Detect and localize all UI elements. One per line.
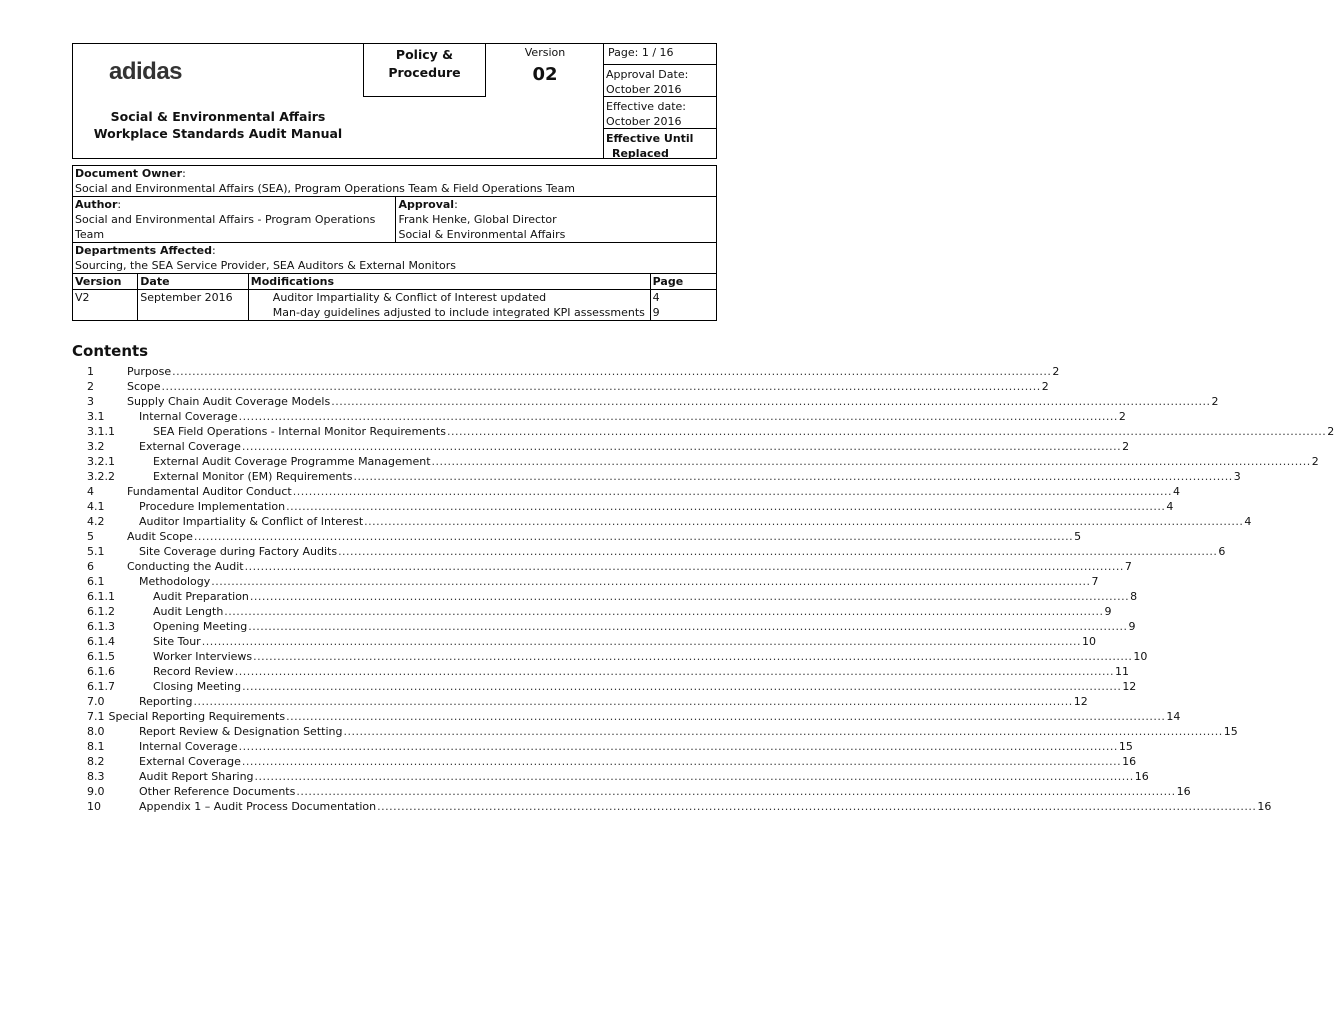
toc-leader-dots: ............................................................................................................................................................................................................................ — [286, 500, 1166, 513]
toc-title: Scope — [127, 380, 161, 393]
toc-page-number: 7 — [1091, 575, 1099, 588]
toc-number: 6 — [87, 560, 94, 573]
toc-page-number: 2 — [1211, 395, 1219, 408]
toc-page-number: 2 — [1311, 455, 1319, 468]
toc-leader-dots: ............................................................................................................................................................................................................................ — [248, 620, 1128, 633]
toc-title: Fundamental Auditor Conduct — [127, 485, 292, 498]
toc-title: Report Review & Designation Setting — [139, 725, 343, 738]
policy-procedure-cell: Policy & Procedure — [363, 44, 485, 97]
toc-title: External Audit Coverage Programme Management — [153, 455, 431, 468]
toc-title: Internal Coverage — [139, 740, 238, 753]
toc-entry[interactable] — [72, 544, 1226, 559]
mod-description: Auditor Impartiality & Conflict of Interest updated Man-day guidelines adjusted to include integrated KPI assessments — [248, 290, 650, 321]
toc-entry[interactable] — [72, 619, 1136, 634]
col-version: Version — [73, 274, 138, 290]
toc-page-number: 16 — [1134, 770, 1149, 783]
toc-leader-dots: ............................................................................................................................................................................................................................ — [377, 800, 1257, 813]
version-number: 02 — [532, 64, 558, 85]
toc-number: 10 — [87, 800, 101, 813]
toc-leader-dots: ............................................................................................................................................................................................................................ — [343, 725, 1223, 738]
toc-title: Record Review — [153, 665, 234, 678]
toc-page-number: 4 — [1173, 485, 1180, 498]
toc-number: 3.1.1 — [87, 425, 115, 438]
toc-number: 6.1.7 — [87, 680, 115, 693]
toc-entry[interactable] — [72, 724, 1238, 739]
toc-title: Appendix 1 – Audit Process Documentation — [139, 800, 377, 813]
toc-title: Audit Preparation — [153, 590, 249, 603]
toc-page-number: 16 — [1176, 785, 1191, 798]
toc-title: Supply Chain Audit Coverage Models — [127, 395, 331, 408]
toc-page-number: 2 — [1327, 425, 1334, 438]
dates-column — [603, 44, 717, 158]
toc-page-number: 10 — [1133, 650, 1148, 663]
table-of-contents — [72, 364, 1334, 814]
toc-title: Other Reference Documents — [139, 785, 296, 798]
owner-value: Social and Environmental Affairs (SEA), Program Operations Team & Field Operations Team — [75, 182, 575, 195]
approval-date: Approval Date: October 2016 — [604, 65, 717, 97]
toc-leader-dots: ............................................................................................................................................................................................................................ — [238, 740, 1118, 753]
toc-page-number: 16 — [1257, 800, 1272, 813]
toc-leader-dots: ............................................................................................................................................................................................................................ — [331, 395, 1211, 408]
toc-number: 2 — [87, 380, 94, 393]
mod-version: V2 — [73, 290, 138, 321]
departments-row: Departments Affected: Sourcing, the SEA Service Provider, SEA Auditors & External Monitors — [73, 243, 717, 274]
version-cell — [485, 44, 604, 97]
toc-page-number: 15 — [1223, 725, 1238, 738]
toc-title: External Monitor (EM) Requirements — [153, 470, 353, 483]
toc-leader-dots: ............................................................................................................................................................................................................................ — [353, 470, 1233, 483]
toc-title: Worker Interviews — [153, 650, 253, 663]
document-page — [72, 43, 1334, 814]
toc-leader-dots: ............................................................................................................................................................................................................................ — [193, 695, 1073, 708]
document-header — [72, 43, 717, 159]
author-label: Author — [75, 198, 118, 211]
toc-title: Methodology — [139, 575, 211, 588]
toc-entry[interactable] — [72, 799, 1272, 814]
toc-number: 8.2 — [87, 755, 105, 768]
toc-number: 4 — [87, 485, 94, 498]
toc-leader-dots: ............................................................................................................................................................................................................................ — [201, 635, 1081, 648]
toc-number: 6.1.2 — [87, 605, 115, 618]
toc-entry[interactable] — [72, 499, 1174, 514]
toc-leader-dots: ............................................................................................................................................................................................................................ — [338, 545, 1218, 558]
toc-leader-dots: ............................................................................................................................................................................................................................ — [193, 530, 1074, 543]
toc-page-number: 3 — [1233, 470, 1241, 483]
mod-date: September 2016 — [138, 290, 249, 321]
toc-entry[interactable] — [72, 739, 1133, 754]
toc-page-number: 7 — [1124, 560, 1132, 573]
document-title: Social & Environmental Affairs Workplace Standards Audit Manual — [93, 109, 343, 141]
toc-title: Audit Report Sharing — [139, 770, 254, 783]
toc-number: 3.2.2 — [87, 470, 115, 483]
toc-title: Audit Length — [153, 605, 224, 618]
toc-number: 3.1 — [87, 410, 105, 423]
toc-leader-dots: ............................................................................................................................................................................................................................ — [249, 590, 1130, 603]
toc-entry[interactable] — [72, 364, 1060, 379]
toc-leader-dots: ............................................................................................................................................................................................................................ — [292, 485, 1172, 498]
toc-title: Conducting the Audit — [127, 560, 244, 573]
toc-entry[interactable] — [72, 649, 1148, 664]
toc-number: 9.0 — [87, 785, 105, 798]
mod-page: 4 9 — [650, 290, 716, 321]
toc-leader-dots: ............................................................................................................................................................................................................................ — [161, 380, 1041, 393]
toc-title: External Coverage — [139, 755, 241, 768]
toc-leader-dots: ............................................................................................................................................................................................................................ — [211, 575, 1091, 588]
toc-page-number: 11 — [1115, 665, 1129, 678]
toc-entry[interactable] — [72, 529, 1082, 544]
toc-number: 5 — [87, 530, 94, 543]
toc-number: 6.1.1 — [87, 590, 115, 603]
toc-number: 6.1 — [87, 575, 105, 588]
toc-title: Internal Coverage — [139, 410, 238, 423]
toc-entry[interactable] — [72, 424, 1334, 439]
departments-label: Departments Affected — [75, 244, 212, 257]
toc-entry[interactable] — [72, 679, 1137, 694]
toc-page-number: 10 — [1081, 635, 1096, 648]
toc-entry[interactable] — [72, 604, 1112, 619]
toc-page-number: 16 — [1122, 755, 1137, 768]
version-label: Version — [524, 46, 566, 59]
document-info-table — [72, 165, 717, 321]
toc-title: SEA Field Operations - Internal Monitor Requirements — [153, 425, 446, 438]
toc-leader-dots: ............................................................................................................................................................................................................................ — [244, 560, 1124, 573]
toc-number: 7.0 — [87, 695, 105, 708]
toc-leader-dots: ............................................................................................................................................................................................................................ — [296, 785, 1176, 798]
toc-leader-dots: ............................................................................................................................................................................................................................ — [364, 515, 1244, 528]
toc-entry[interactable] — [72, 454, 1319, 469]
toc-entry[interactable] — [72, 409, 1126, 424]
toc-page-number: 12 — [1073, 695, 1088, 708]
toc-leader-dots: ............................................................................................................................................................................................................................ — [224, 605, 1104, 618]
author-approval-row: Author: Social and Environmental Affairs - Program Operations Team Approval: Frank Henke, Global Director Social & Environmental Affairs — [73, 197, 717, 243]
col-modifications: Modifications — [248, 274, 650, 290]
departments-value: Sourcing, the SEA Service Provider, SEA Auditors & External Monitors — [75, 259, 456, 272]
toc-leader-dots: ............................................................................................................................................................................................................................ — [241, 755, 1122, 768]
toc-title: Site Tour — [153, 635, 201, 648]
toc-title: Procedure Implementation — [139, 500, 286, 513]
toc-number: 4.1 — [87, 500, 105, 513]
toc-entry[interactable] — [72, 694, 1088, 709]
toc-title: Site Coverage during Factory Audits — [139, 545, 338, 558]
toc-leader-dots: ............................................................................................................................................................................................................................ — [446, 425, 1327, 438]
toc-entry[interactable] — [72, 484, 1180, 499]
toc-leader-dots: ............................................................................................................................................................................................................................ — [234, 665, 1114, 678]
toc-page-number: 12 — [1122, 680, 1137, 693]
owner-label: Document Owner — [75, 167, 183, 180]
toc-number: 7.1 — [87, 710, 105, 723]
toc-title: Closing Meeting — [153, 680, 242, 693]
approval-line2: Social & Environmental Affairs — [398, 228, 566, 241]
toc-leader-dots: ............................................................................................................................................................................................................................ — [286, 710, 1166, 723]
toc-number: 8.3 — [87, 770, 105, 783]
toc-leader-dots: ............................................................................................................................................................................................................................ — [431, 455, 1311, 468]
toc-entry[interactable] — [72, 514, 1252, 529]
author-value: Social and Environmental Affairs - Program Operations Team — [75, 213, 376, 241]
toc-page-number: 9 — [1128, 620, 1136, 633]
toc-leader-dots: ............................................................................................................................................................................................................................ — [238, 410, 1118, 423]
toc-entry[interactable] — [72, 664, 1129, 679]
modifications-header-row — [73, 274, 717, 290]
toc-entry[interactable] — [72, 379, 1049, 394]
adidas-logo: adidas — [109, 58, 183, 85]
effective-until: Effective Until Replaced — [606, 132, 694, 160]
toc-number: 4.2 — [87, 515, 105, 528]
effective-date: Effective date: October 2016 — [604, 97, 717, 129]
toc-entry[interactable] — [72, 754, 1137, 769]
toc-leader-dots: ............................................................................................................................................................................................................................ — [172, 365, 1052, 378]
owner-row: Document Owner: Social and Environmental Affairs (SEA), Program Operations Team & Field Operations Team — [73, 166, 717, 197]
toc-number: 3.2 — [87, 440, 105, 453]
approval-line1: Frank Henke, Global Director — [398, 213, 557, 226]
toc-page-number: 5 — [1074, 530, 1082, 543]
col-page: Page — [650, 274, 716, 290]
toc-page-number: 2 — [1118, 410, 1126, 423]
toc-title: Purpose — [127, 365, 172, 378]
toc-number: 3.2.1 — [87, 455, 115, 468]
toc-leader-dots: ............................................................................................................................................................................................................................ — [241, 440, 1122, 453]
toc-title: Reporting — [139, 695, 193, 708]
toc-title: External Coverage — [139, 440, 241, 453]
toc-entry[interactable] — [72, 439, 1130, 454]
modifications-row — [73, 290, 717, 321]
toc-entry[interactable] — [72, 589, 1138, 604]
toc-title: Auditor Impartiality & Conflict of Interest — [139, 515, 364, 528]
toc-entry[interactable] — [72, 634, 1096, 649]
toc-page-number: 15 — [1118, 740, 1133, 753]
toc-entry[interactable] — [72, 469, 1241, 484]
toc-page-number: 14 — [1166, 710, 1181, 723]
contents-heading: Contents — [72, 342, 149, 360]
toc-leader-dots: ............................................................................................................................................................................................................................ — [253, 650, 1133, 663]
toc-number: 6.1.5 — [87, 650, 115, 663]
toc-number: 6.1.4 — [87, 635, 115, 648]
toc-number: 8.1 — [87, 740, 105, 753]
page-number: Page: 1 / 16 — [604, 44, 717, 65]
toc-leader-dots: ............................................................................................................................................................................................................................ — [254, 770, 1134, 783]
col-date: Date — [138, 274, 249, 290]
toc-entry[interactable] — [72, 769, 1149, 784]
toc-entry[interactable] — [72, 559, 1132, 574]
toc-number: 1 — [87, 365, 94, 378]
toc-entry[interactable] — [72, 574, 1099, 589]
toc-title: Opening Meeting — [153, 620, 248, 633]
toc-entry[interactable] — [72, 709, 1181, 724]
toc-number: 5.1 — [87, 545, 105, 558]
toc-page-number: 4 — [1166, 500, 1174, 513]
toc-title: Special Reporting Requirements — [108, 710, 286, 723]
toc-number: 6.1.3 — [87, 620, 115, 633]
toc-number: 3 — [87, 395, 94, 408]
toc-page-number: 2 — [1122, 440, 1130, 453]
toc-leader-dots: ............................................................................................................................................................................................................................ — [242, 680, 1122, 693]
toc-number: 8.0 — [87, 725, 105, 738]
toc-entry[interactable] — [72, 394, 1219, 409]
toc-title: Audit Scope — [127, 530, 193, 543]
toc-page-number: 9 — [1104, 605, 1112, 618]
toc-page-number: 2 — [1041, 380, 1049, 393]
toc-entry[interactable] — [72, 784, 1191, 799]
toc-number: 6.1.6 — [87, 665, 115, 678]
toc-page-number: 6 — [1218, 545, 1226, 558]
toc-page-number: 4 — [1244, 515, 1252, 528]
toc-page-number: 8 — [1130, 590, 1138, 603]
toc-page-number: 2 — [1052, 365, 1060, 378]
approval-label: Approval — [398, 198, 455, 211]
